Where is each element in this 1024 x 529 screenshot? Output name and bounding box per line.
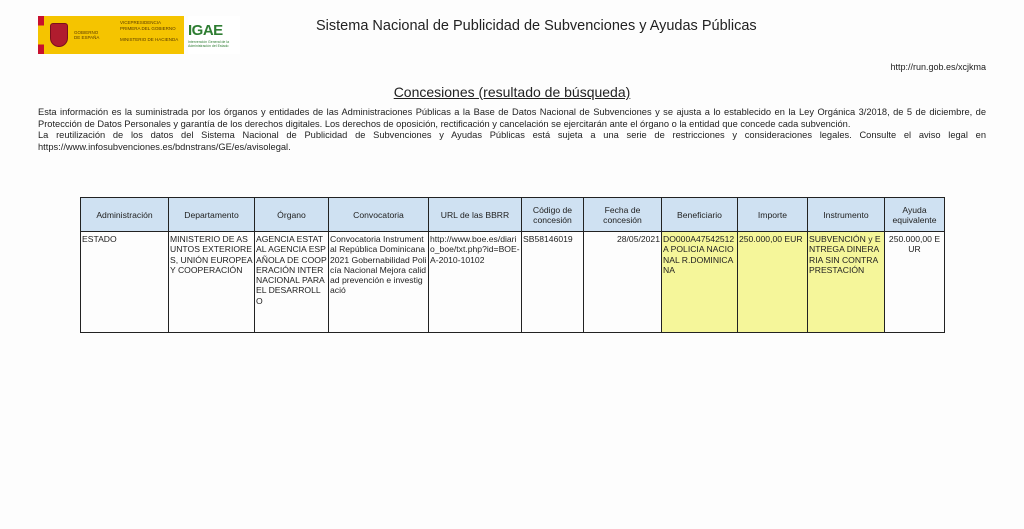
ministry-line1: VICEPRESIDENCIA PRIMERA DEL GOBIERNO xyxy=(120,20,176,31)
igae-logo xyxy=(188,16,240,54)
cell-administracion: ESTADO xyxy=(81,232,169,333)
cell-codigo-concesion: SB58146019 xyxy=(522,232,584,333)
gov-line1: GOBIERNO xyxy=(74,29,99,35)
cell-instrumento: SUBVENCIÓN y ENTREGA DINERARIA SIN CONTRAPRESTACIÓN xyxy=(808,232,885,333)
column-header: Administración xyxy=(81,198,169,232)
cell-ayuda-equivalente: 250.000,00 EUR xyxy=(885,232,945,333)
column-header: Importe xyxy=(738,198,808,232)
column-header: URL de las BBRR xyxy=(429,198,522,232)
column-header: Ayuda equivalente xyxy=(885,198,945,232)
spain-flag-icon xyxy=(38,16,44,54)
coat-of-arms-icon xyxy=(50,23,68,47)
gov-line2: DE ESPAÑA xyxy=(74,35,100,40)
column-header: Beneficiario xyxy=(662,198,738,232)
column-header: Convocatoria xyxy=(329,198,429,232)
column-header: Órgano xyxy=(255,198,329,232)
government-logo xyxy=(38,16,184,54)
table-row xyxy=(81,232,945,333)
grants-table xyxy=(80,197,945,333)
page-header xyxy=(38,14,988,56)
table-header-row xyxy=(81,198,945,232)
column-header: Fecha de concesión xyxy=(584,198,662,232)
igae-word: IGAE xyxy=(188,22,223,39)
intro-paragraph-2: La reutilización de los datos del Sistema Nacional de Publicidad de Subvenciones y Ayudas Públicas está sujeta a una serie de restricciones y consideraciones legales. Consulte el aviso legal en https://www.infosubvenciones.es/bdnstrans/GE/es/avisolegal. xyxy=(38,130,986,152)
cell-organo: AGENCIA ESTATAL AGENCIA ESPAÑOLA DE COOPERACIÓN INTERNACIONAL PARA EL DESARROLLO xyxy=(255,232,329,333)
column-header: Departamento xyxy=(169,198,255,232)
cell-beneficiario: DO000A47542512A POLICIA NACIONAL R.DOMINICANA xyxy=(662,232,738,333)
intro-text xyxy=(38,107,986,153)
cell-fecha-concesion: 28/05/2021 xyxy=(584,232,662,333)
short-url-link[interactable]: http://run.gob.es/xcjkma xyxy=(890,62,986,72)
government-logo-text xyxy=(74,30,99,41)
system-title: Sistema Nacional de Publicidad de Subvenciones y Ayudas Públicas xyxy=(316,18,757,34)
igae-subtitle: Intervención General de la Administración del Estado xyxy=(188,40,230,48)
cell-convocatoria: Convocatoria Instrumental República Dominicana 2021 Gobernabilidad Policía Nacional Mejora calidad prevención e investigació xyxy=(329,232,429,333)
cell-importe: 250.000,00 EUR xyxy=(738,232,808,333)
page-title: Concesiones (resultado de búsqueda) xyxy=(393,84,631,100)
cell-departamento: MINISTERIO DE ASUNTOS EXTERIORES, UNIÓN EUROPEA Y COOPERACIÓN xyxy=(169,232,255,333)
cell-url-bbrr[interactable]: http://www.boe.es/diario_boe/txt.php?id=BOE-A-2010-10102 xyxy=(429,232,522,333)
intro-paragraph-1: Esta información es la suministrada por los órganos y entidades de las Administraciones Públicas a la Base de Datos Nacional de Subvenciones y se ajusta a lo establecido en la Ley Orgánica 3/2018, de 5 de diciembre, de Protección de Datos Personales y garantía de los derechos digitales. Los derechos de oposición, rectificación y cancelación se ejercitarán ante el órgano o la entidad que concede cada subvención. xyxy=(38,107,986,129)
column-header: Código de concesión xyxy=(522,198,584,232)
column-header: Instrumento xyxy=(808,198,885,232)
ministry-line2: MINISTERIO DE HACIENDA xyxy=(120,37,179,42)
ministry-text xyxy=(120,20,180,43)
